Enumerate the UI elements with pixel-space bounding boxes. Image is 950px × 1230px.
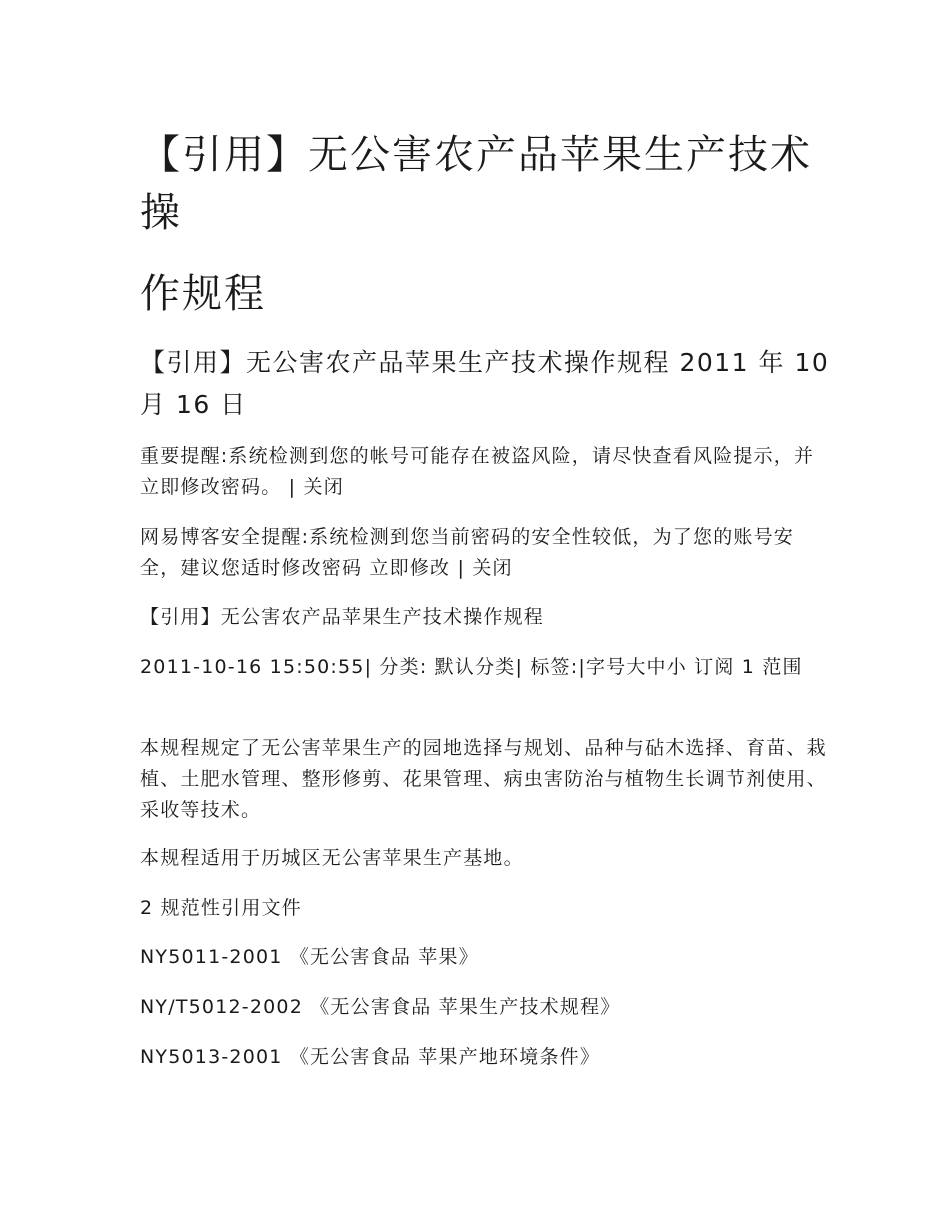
modify-password-link[interactable]: 立即修改 bbox=[369, 557, 451, 579]
reference-item: NY/T5012-2002 《无公害食品 苹果生产技术规程》 bbox=[140, 996, 621, 1018]
document-title-line2: 作规程 bbox=[140, 271, 266, 317]
document-title-line1: 【引用】无公害农产品苹果生产技术操 bbox=[140, 132, 812, 236]
scope-paragraph: 本规程规定了无公害苹果生产的园地选择与规划、品种与砧木选择、育苗、栽植、土肥水管理、整形修剪、花果管理、病虫害防治与植物生长调节剂使用、采收等技术。 bbox=[140, 737, 827, 821]
article-title: 【引用】无公害农产品苹果生产技术操作规程 bbox=[140, 606, 545, 628]
account-alert-separator: | bbox=[281, 476, 304, 498]
security-alert bbox=[140, 522, 830, 584]
security-alert-text: 网易博客安全提醒:系统检测到您当前密码的安全性较低，为了您的账号安全，建议您适时修改密码 bbox=[140, 526, 795, 579]
reference-item: NY5011-2001 《无公害食品 苹果》 bbox=[140, 946, 479, 968]
account-alert bbox=[140, 441, 830, 503]
section-heading-references: 2 规范性引用文件 bbox=[140, 897, 302, 919]
applicability-paragraph: 本规程适用于历城区无公害苹果生产基地。 bbox=[140, 847, 524, 869]
document-title-continued bbox=[140, 268, 266, 320]
document-subtitle: 【引用】无公害农产品苹果生产技术操作规程 2011 年 10 月 16 日 bbox=[140, 348, 830, 419]
security-alert-separator: | bbox=[450, 557, 473, 579]
article-meta: 2011-10-16 15:50:55| 分类: 默认分类| 标签:|字号大中小 订阅 1 范围 bbox=[140, 656, 803, 678]
account-alert-close-link[interactable]: 关闭 bbox=[303, 476, 344, 498]
document-title bbox=[140, 126, 830, 242]
security-alert-close-link[interactable]: 关闭 bbox=[472, 557, 513, 579]
reference-item: NY5013-2001 《无公害食品 苹果产地环境条件》 bbox=[140, 1046, 601, 1068]
account-alert-text: 重要提醒:系统检测到您的帐号可能存在被盗风险，请尽快查看风险提示，并立即修改密码。 bbox=[140, 445, 815, 498]
